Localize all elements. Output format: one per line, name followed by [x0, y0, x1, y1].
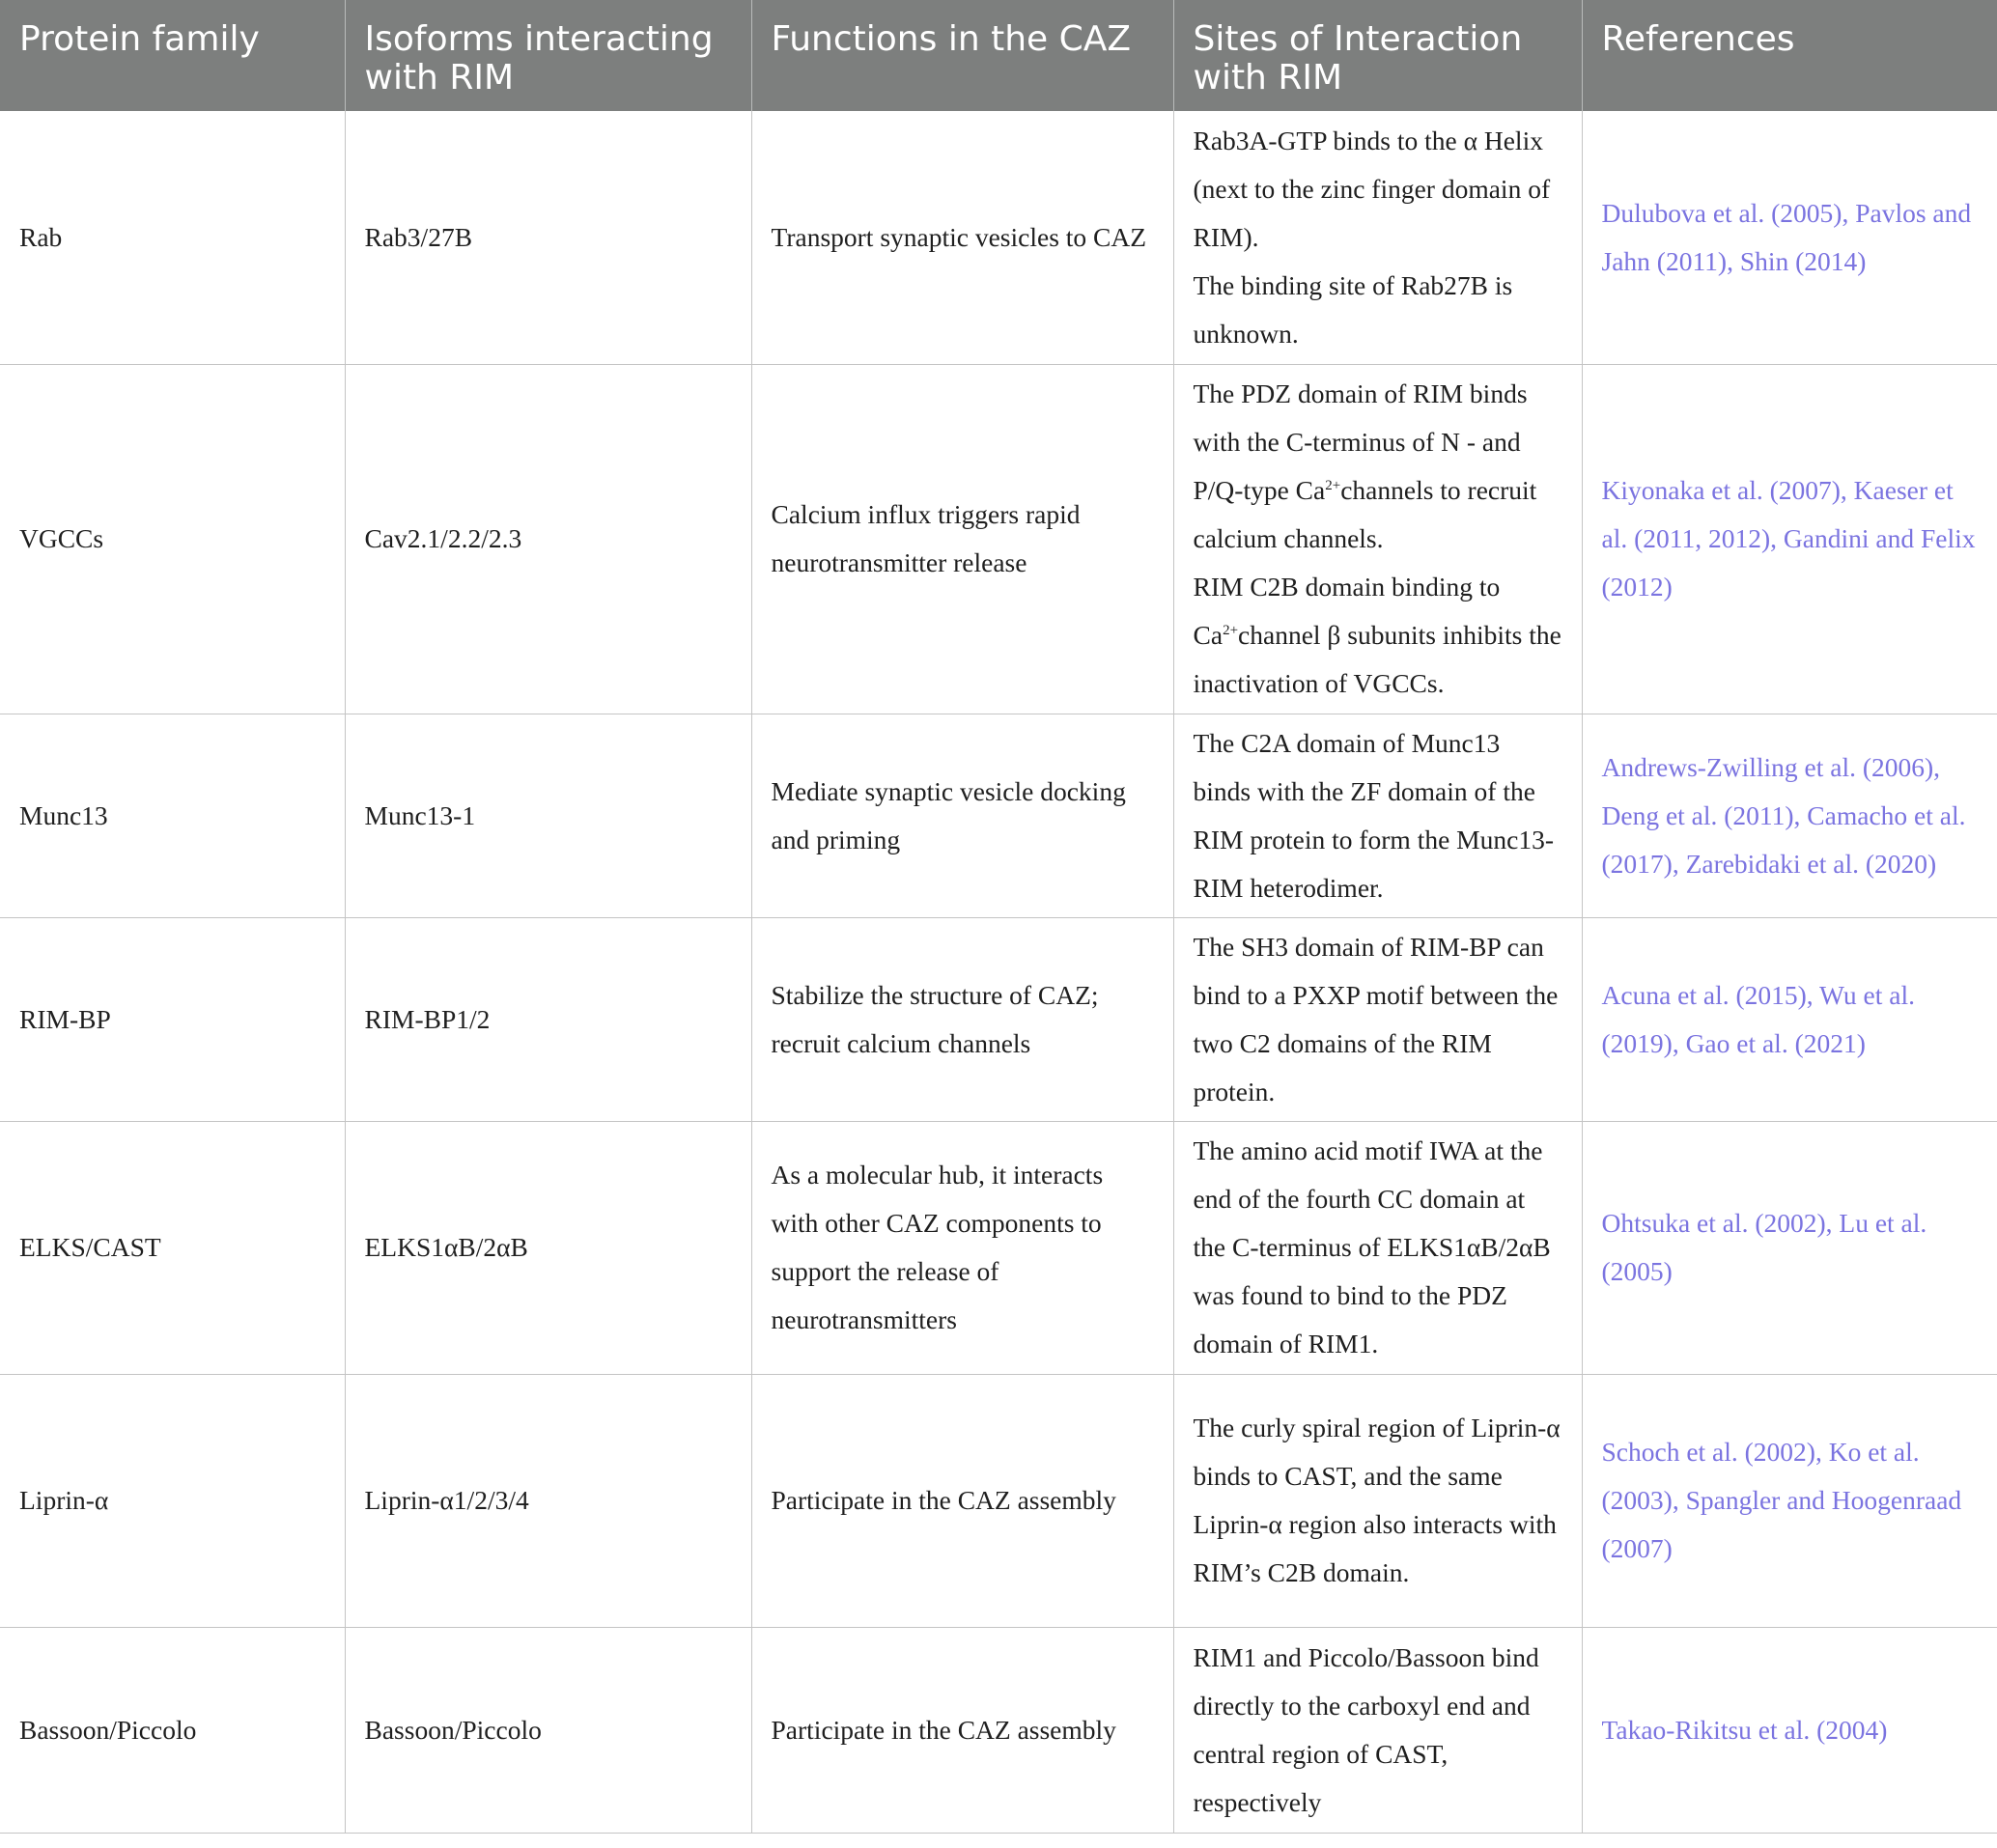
table-row [0, 714, 1997, 917]
cell-isoforms: Cav2.1/2.2/2.3 [345, 364, 751, 714]
sites-text: RIM1 and Piccolo/Bassoon bind directly to the carboxyl end and central region of CAST, respectively [1193, 1641, 1539, 1817]
header-isoforms: Isoforms interacting with RIM [345, 0, 751, 111]
header-references: References [1582, 0, 1997, 111]
cell-family: Bassoon/Piccolo [0, 1627, 345, 1833]
cell-isoforms: RIM-BP1/2 [345, 917, 751, 1121]
cell-references[interactable]: Kiyonaka et al. (2007), Kaeser et al. (2011, 2012), Gandini and Felix (2012) [1582, 364, 1997, 714]
cell-isoforms: Bassoon/Piccolo [345, 1627, 751, 1833]
sites-text: The SH3 domain of RIM-BP can bind to a PXXP motif between the two C2 domains of the RIM protein. [1193, 931, 1559, 1106]
table-row [0, 1374, 1997, 1627]
cell-isoforms: Munc13-1 [345, 714, 751, 917]
cell-family: RIM-BP [0, 917, 345, 1121]
cell-function: Mediate synaptic vesicle docking and priming [751, 714, 1173, 917]
cell-family: VGCCs [0, 364, 345, 714]
sites-text-part: RIM C2B domain binding to Ca [1193, 572, 1501, 650]
sites-text-part: The PDZ domain of RIM binds with the C-terminus of N - and P/Q-type Ca [1193, 378, 1528, 505]
header-functions: Functions in the CAZ [751, 0, 1173, 111]
cell-function: As a molecular hub, it interacts with other CAZ components to support the release of neurotransmitters [751, 1121, 1173, 1374]
sites-text [1194, 370, 1564, 563]
cell-function: Transport synaptic vesicles to CAZ [751, 111, 1173, 364]
header-sites: Sites of Interaction with RIM [1173, 0, 1582, 111]
cell-isoforms: ELKS1αB/2αB [345, 1121, 751, 1374]
cell-function: Participate in the CAZ assembly [751, 1627, 1173, 1833]
cell-family: Munc13 [0, 714, 345, 917]
table-header-row [0, 0, 1997, 111]
sites-text: The binding site of Rab27B is unknown. [1193, 269, 1513, 349]
cell-isoforms: Rab3/27B [345, 111, 751, 364]
cell-family: Rab [0, 111, 345, 364]
cell-sites [1173, 364, 1582, 714]
cell-isoforms: Liprin-α1/2/3/4 [345, 1374, 751, 1627]
cell-function: Participate in the CAZ assembly [751, 1374, 1173, 1627]
cell-references[interactable]: Schoch et al. (2002), Ko et al. (2003), Spangler and Hoogenraad (2007) [1582, 1374, 1997, 1627]
superscript-charge: 2+ [1223, 623, 1239, 638]
sites-text-part: channels to recruit calcium channels. [1193, 475, 1537, 553]
table-row [0, 917, 1997, 1121]
cell-sites [1173, 917, 1582, 1121]
sites-text [1194, 563, 1564, 708]
cell-function: Calcium influx triggers rapid neurotransmitter release [751, 364, 1173, 714]
sites-text: The curly spiral region of Liprin-α binds to CAST, and the same Liprin-α region also interacts with RIM’s C2B domain. [1193, 1413, 1561, 1587]
header-protein-family: Protein family [0, 0, 345, 111]
sites-text: The C2A domain of Munc13 binds with the ZF domain of the RIM protein to form the Munc13-RIM heterodimer. [1193, 727, 1554, 903]
sites-text-part: channel β subunits inhibits the inactivation of VGCCs. [1193, 620, 1561, 698]
cell-sites [1173, 111, 1582, 364]
cell-references[interactable]: Dulubova et al. (2005), Pavlos and Jahn (2011), Shin (2014) [1582, 111, 1997, 364]
cell-references[interactable]: Andrews-Zwilling et al. (2006), Deng et al. (2011), Camacho et al. (2017), Zarebidaki et al. (2020) [1582, 714, 1997, 917]
cell-sites [1173, 1374, 1582, 1627]
cell-references[interactable]: Acuna et al. (2015), Wu et al. (2019), Gao et al. (2021) [1582, 917, 1997, 1121]
cell-references[interactable]: Ohtsuka et al. (2002), Lu et al. (2005) [1582, 1121, 1997, 1374]
table-row [0, 1627, 1997, 1833]
table-row [0, 364, 1997, 714]
cell-references[interactable]: Takao-Rikitsu et al. (2004) [1582, 1627, 1997, 1833]
cell-sites [1173, 714, 1582, 917]
cell-family: ELKS/CAST [0, 1121, 345, 1374]
superscript-charge: 2+ [1325, 478, 1341, 493]
sites-text: Rab3A-GTP binds to the α Helix (next to the zinc finger domain of RIM). [1193, 125, 1551, 252]
cell-sites [1173, 1627, 1582, 1833]
table-row [0, 111, 1997, 364]
table-row [0, 1121, 1997, 1374]
cell-family: Liprin-α [0, 1374, 345, 1627]
sites-text: The amino acid motif IWA at the end of the fourth CC domain at the C-terminus of ELKS1αB/2αB was found to bind to the PDZ domain of RIM1. [1193, 1135, 1551, 1358]
cell-function: Stabilize the structure of CAZ; recruit calcium channels [751, 917, 1173, 1121]
cell-sites [1173, 1121, 1582, 1374]
